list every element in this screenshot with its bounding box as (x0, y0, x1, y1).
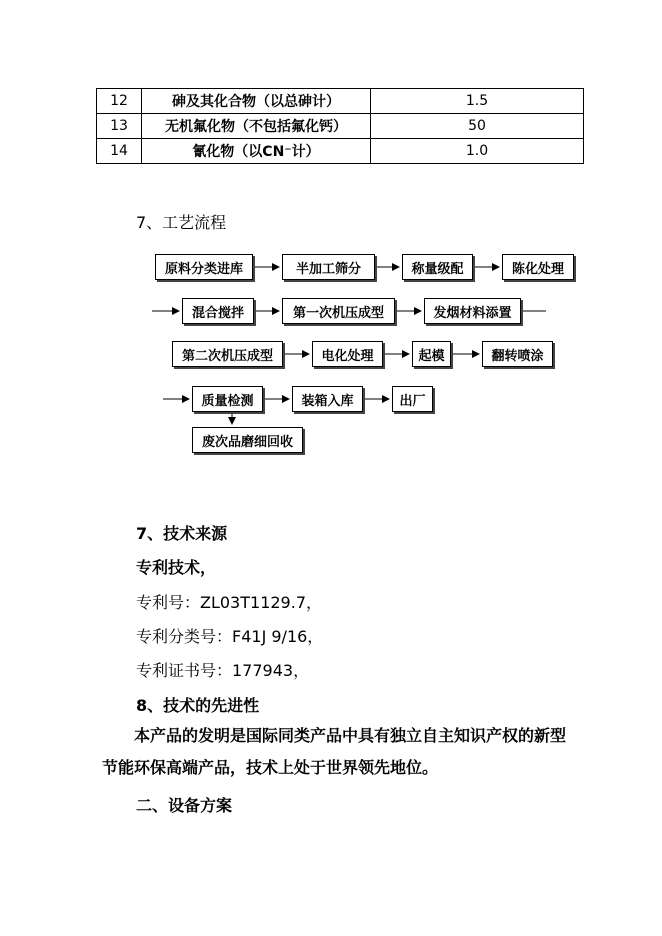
flow-step-electrification: 电化处理 (312, 341, 383, 367)
flow-step-screening: 半加工筛分 (282, 254, 375, 280)
flow-step-raw-material: 原料分类进库 (155, 254, 253, 280)
flow-step-quality-check: 质量检测 (192, 386, 263, 412)
flow-step-aging: 陈化处理 (502, 254, 574, 280)
flow-step-demolding: 起模 (412, 341, 451, 367)
advance-paragraph: 本产品的发明是国际同类产品中具有独立自主知识产权的新型节能环保高端产品，技术上处于世界领先地位。 (102, 726, 567, 777)
flow-step-shipping: 出厂 (392, 386, 433, 412)
tech-line-classification: 专利分类号：F41J 9/16， (136, 627, 324, 646)
process-heading: 7、工艺流程 (136, 213, 227, 232)
tech-line-patent-number: 专利号：ZL03T1129.7， (136, 593, 322, 612)
flow-step-second-pressing: 第二次机压成型 (172, 341, 283, 367)
flow-step-weighing: 称量级配 (402, 254, 473, 280)
row-number: 13 (97, 114, 142, 139)
advance-heading: 8、技术的先进性 (136, 696, 260, 715)
limit-value: 1.5 (371, 89, 584, 114)
flow-step-packing: 装箱入库 (292, 386, 363, 412)
limit-value: 50 (371, 114, 584, 139)
row-number: 14 (97, 139, 142, 164)
tech-line-certificate: 专利证书号：177943， (136, 661, 310, 680)
section-equipment-heading: 二、设备方案 (136, 796, 233, 815)
flow-step-mixing: 混合搅拌 (182, 298, 254, 324)
flow-step-smoke-material: 发烟材料添置 (424, 298, 521, 324)
pollutant-item: 氰化物（以CN⁻计） (142, 139, 371, 164)
flow-step-first-pressing: 第一次机压成型 (282, 298, 395, 324)
flow-step-waste-recycle: 废次品磨细回收 (192, 427, 303, 453)
pollutant-item: 无机氟化物（不包括氟化钙） (142, 114, 371, 139)
flow-step-spraying: 翻转喷涂 (482, 341, 553, 367)
pollutant-item: 砷及其化合物（以总砷计） (142, 89, 371, 114)
tech-line-patent: 专利技术， (136, 558, 217, 577)
tech-source-heading: 7、技术来源 (136, 524, 228, 543)
row-number: 12 (97, 89, 142, 114)
limit-value: 1.0 (371, 139, 584, 164)
